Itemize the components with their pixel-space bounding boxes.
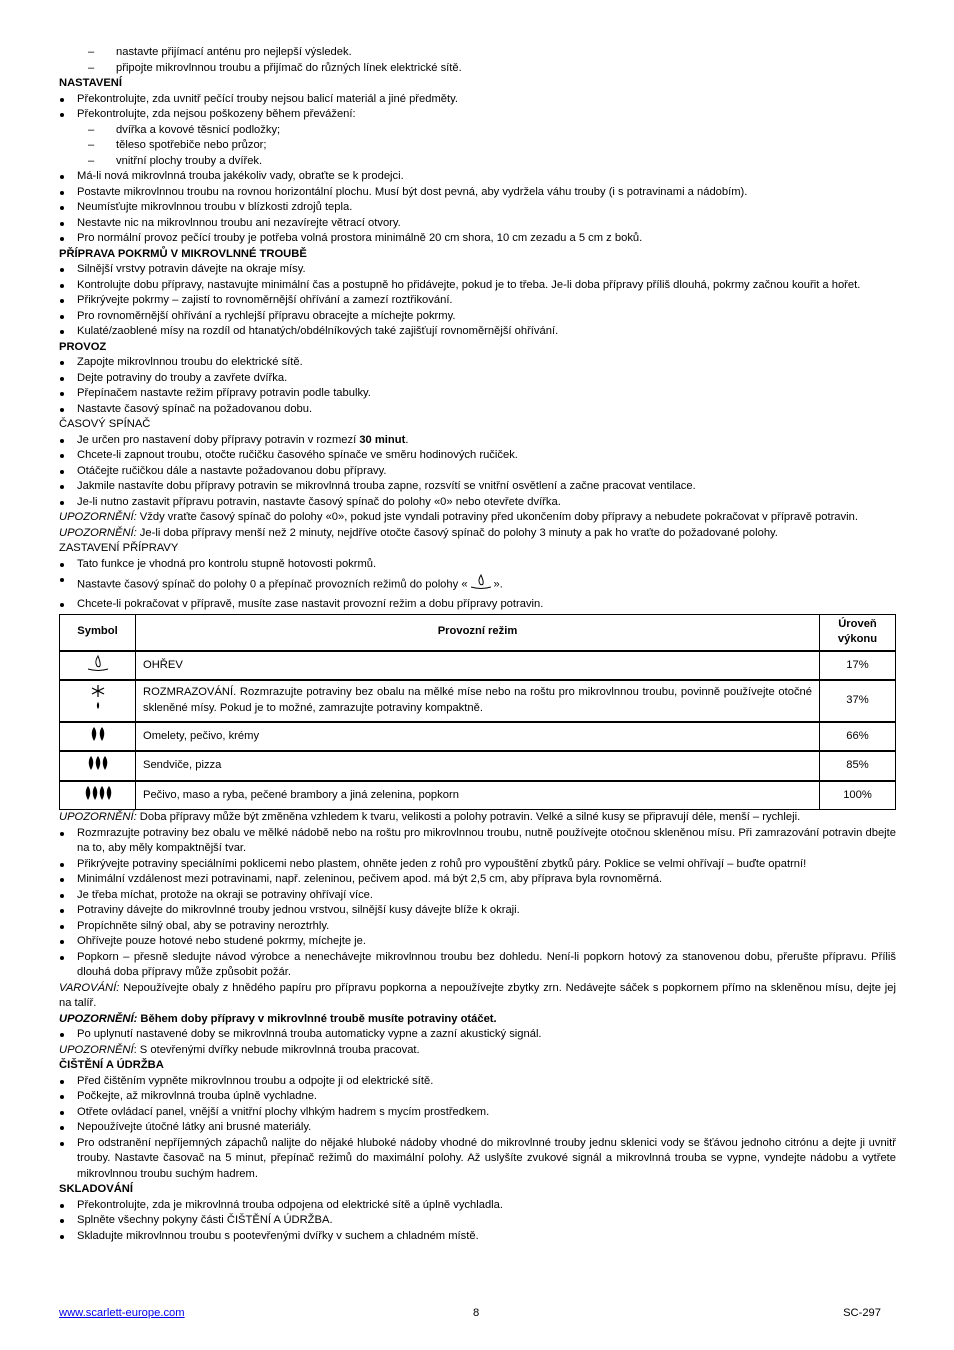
note-text: Doba přípravy může být změněna vzhledem k tvaru, velikosti a polohy potravin. Velké a silné kusy se připravují déle, menší – rychleji. <box>136 811 801 823</box>
list-item: Přikrývejte pokrmy – zajistí to rovnoměrnější ohřívání a zamezí roztřikování. <box>59 293 896 309</box>
list-item: Dejte potraviny do trouby a zavřete dvířka. <box>59 371 896 387</box>
list-item: Splněte všechny pokyny části ČIŠTĚNÍ A ÚDRŽBA. <box>59 1213 896 1229</box>
text-run: . <box>405 433 409 446</box>
column-header-power: Úroveň výkonu <box>820 614 896 651</box>
list-item: Propíchněte silný obal, aby se potraviny neroztrhly. <box>59 919 896 935</box>
note-label: UPOZORNĚNÍ: <box>59 511 137 523</box>
list-item: Po uplynutí nastavené doby se mikrovlnná trouba automaticky vypne a zazní akustický signál. <box>59 1027 896 1043</box>
list-item: Silnější vrstvy potravin dávejte na okraje mísy. <box>59 262 896 278</box>
list-item: Nestavte nic na mikrovlnnou troubu ani nezavírejte větrací otvory. <box>59 216 896 232</box>
list-item: Potraviny dávejte do mikrovlnné trouby jednou vrstvou, silnější kusy dávejte blíže k okraji. <box>59 903 896 919</box>
text-run: ». <box>493 578 503 591</box>
list-item: Před čištěním vypněte mikrovlnnou troubu a odpojte ji od elektrické sítě. <box>59 1074 896 1090</box>
warning-note <box>59 810 896 826</box>
mode-cell: OHŘEV <box>136 651 820 681</box>
page-content <box>59 45 896 1244</box>
note-label: UPOZORNĚNÍ: <box>59 1012 138 1025</box>
power-cell: 66% <box>820 722 896 752</box>
power-cell: 17% <box>820 651 896 681</box>
note-text: Během doby přípravy v mikrovlnné troubě musíte potraviny otáčet. <box>137 1012 497 1025</box>
low-power-flame-icon <box>85 654 111 678</box>
table-row <box>60 751 896 781</box>
model-number: SC-297 <box>843 1307 881 1319</box>
list-item: Zapojte mikrovlnnou troubu do elektrické sítě. <box>59 355 896 371</box>
mode-cell: Pečivo, maso a ryba, pečené brambory a jiná zelenina, popkorn <box>136 781 820 810</box>
table-row <box>60 651 896 681</box>
column-header-symbol: Symbol <box>60 614 136 651</box>
list-item: Pro normální provoz pečící trouby je potřeba volná prostora minimálně 20 cm shora, 10 cm zezadu a 5 cm z boků. <box>59 231 896 247</box>
note-text: Vždy vraťte časový spínač do polohy «0», pokud jste vyndali potraviny před ukončením doby přípravy a nebudete pokračovat v přípravě potravin. <box>136 511 858 523</box>
intro-dash-item: – nastavte přijímací anténu pro nejlepší výsledek. <box>59 45 896 61</box>
section-title-priprava: PŘÍPRAVA POKRMŮ V MIKROVLNNÉ TROUBĚ <box>59 247 307 260</box>
power-cell: 100% <box>820 781 896 810</box>
dash-item: – dvířka a kovové těsnicí podložky; <box>59 123 896 139</box>
list-item: Tato funkce je vhodná pro kontrolu stupně hotovosti pokrmů. <box>59 557 896 573</box>
intro-dash-item: – připojte mikrovlnnou troubu a přijímač do různých línek elektrické sítě. <box>59 61 896 77</box>
warning-note <box>59 510 896 526</box>
warning-note <box>59 981 896 1012</box>
list-item: Překontrolujte, zda uvnitř pečící trouby nejsou balicí materiál a jiné předměty. <box>59 92 896 108</box>
text-run: Je určen pro nastavení doby přípravy potravin v rozmezí <box>77 433 360 446</box>
dash-item: – těleso spotřebiče nebo průzor; <box>59 138 896 154</box>
power-cell: 37% <box>820 680 896 722</box>
list-item: Ohřívejte pouze hotové nebo studené pokrmy, míchejte je. <box>59 934 896 950</box>
list-item: Postavte mikrovlnnou troubu na rovnou horizontální plochu. Musí být dost pevná, aby vydržela váhu trouby (i s potravinami a nádobím). <box>59 185 896 201</box>
list-item: Chcete-li pokračovat v přípravě, musíte zase nastavit provozní režim a dobu přípravy potravin. <box>59 597 896 613</box>
note-text: : S otevřenými dvířky nebude mikrovlnná trouba pracovat. <box>133 1043 420 1056</box>
list-item: Skladujte mikrovlnnou troubu s pootevřenými dvířky v suchem a chladném místě. <box>59 1229 896 1245</box>
power-modes-table <box>59 614 896 811</box>
warning-note <box>59 526 896 542</box>
note-label: VAROVÁNÍ: <box>59 981 120 994</box>
list-item <box>59 572 896 597</box>
page-footer <box>59 1306 881 1322</box>
power-cell: 85% <box>820 751 896 781</box>
list-item: Kontrolujte dobu přípravy, nastavujte minimální čas a postupně ho přidávejte, pokud je to třeba. Je-li doba přípravy příliš dlouhá, pokrmy začnou kouřit a hořet. <box>59 278 896 294</box>
page-number: 8 <box>473 1307 480 1319</box>
list-item: Překontrolujte, zda nejsou poškozeny během převážení: <box>59 107 896 123</box>
list-item: Překontrolujte, zda je mikrovlnná trouba odpojena od elektrické sítě a úplně vychladla. <box>59 1198 896 1214</box>
mode-cell: Sendviče, pizza <box>136 751 820 781</box>
list-item: Nepoužívejte útočné látky ani brusné materiály. <box>59 1120 896 1136</box>
section-title-cisteni: ČIŠTĚNÍ A ÚDRŽBA <box>59 1059 164 1071</box>
list-item: Kulaté/zaoblené mísy na rozdíl od htanatých/obdélníkových také zajišťují rovnoměrnější ohřívání. <box>59 324 896 340</box>
note-label: UPOZORNĚNÍ: <box>59 811 137 823</box>
two-flames-icon <box>87 725 109 749</box>
list-item: Chcete-li zapnout troubu, otočte ručičku časového spínače ve směru hodinových ručiček. <box>59 448 896 464</box>
list-item: Je třeba míchat, protože na okraji se potraviny ohřívají více. <box>59 888 896 904</box>
column-header-mode: Provozní režim <box>136 614 820 651</box>
bold-warning-note <box>59 1012 896 1028</box>
section-title-provoz: PROVOZ <box>59 340 107 353</box>
list-item: Otáčejte ručičkou dále a nastavte požadovanou dobu přípravy. <box>59 464 896 480</box>
four-flames-icon <box>83 784 113 808</box>
list-item <box>59 433 896 449</box>
table-row <box>60 680 896 722</box>
low-power-flame-icon <box>468 572 494 597</box>
note-text: Je-li doba přípravy menší než 2 minuty, nejdříve otočte časový spínač do polohy 3 minuty a pak ho vraťte do požadované polohy. <box>136 526 778 539</box>
list-item: Přepínačem nastavte režim přípravy potravin podle tabulky. <box>59 386 896 402</box>
dash-item: – vnitřní plochy trouby a dvířek. <box>59 154 896 170</box>
text-run: Nastavte časový spínač do polohy 0 a přepínač provozních režimů do polohy « <box>77 578 468 591</box>
list-item: Popkorn – přesně sledujte návod výrobce a nenechávejte mikrovlnnou troubu bez dohledu. Není-li popkorn hotový za stanovenou dobu, přerušte přípravu. Příliš dlouhá doba přípravy může způsobit požár. <box>59 950 896 981</box>
list-item: Neumísťujte mikrovlnnou troubu v blízkosti zdrojů tepla. <box>59 200 896 216</box>
section-title-skladovani: SKLADOVÁNÍ <box>59 1183 133 1195</box>
mode-cell: Omelety, pečivo, krémy <box>136 722 820 752</box>
bold-text: 30 minut <box>359 433 406 446</box>
section-title-nastaveni: NASTAVENÍ <box>59 77 122 89</box>
note-text: Nepoužívejte obaly z hnědého papíru pro přípravu popkorna a nepoužívejte zbytky zrn. Nedávejte sáček s popkornem přímo na skleněnou mísu, dejte jej na talíř. <box>59 981 896 1009</box>
section-title-zastaveni: ZASTAVENÍ PŘÍPRAVY <box>59 542 179 554</box>
three-flames-icon <box>85 754 111 778</box>
list-item: Přikrývejte potraviny speciálními poklicemi nebo plastem, ohněte jeden z rohů pro vypouštění zbytků páry. Poklice se velmi ohřívají – buďte opatrní! <box>59 857 896 873</box>
list-item: Pro odstranění nepříjemných zápachů nalijte do nějaké hluboké nádoby vhodné do mikrovlnné trouby jednu sklenici vody se šťávou jednoho citrónu a dejte ji uvnitř trouby. Nastavte časovač na 5 minut, přepínač režimů do maximální polohy. Až uslyšíte zvukové signál a mikrovlnná trouba se vypne, vyndejte nádobu a vytřete mikrovlnnou troubu suchým hadrem. <box>59 1136 896 1183</box>
list-item: Počkejte, až mikrovlnná trouba úplně vychladne. <box>59 1089 896 1105</box>
section-title-casovy-spinac: ČASOVÝ SPÍNAČ <box>59 418 151 430</box>
list-item: Jakmile nastavíte dobu přípravy potravin se mikrovlnná trouba zapne, rozsvítí se vnitřní osvětlení a začne pracovat ventilace. <box>59 479 896 495</box>
list-item: Rozmrazujte potraviny bez obalu ve mělké nádobě nebo na roštu pro mikrovlnnou troubu, nutně používejte otočnou skleněnou mísu. Při zamrazování potravin dbejte na to, aby měly kompaktnější tvar. <box>59 826 896 857</box>
list-item: Je-li nutno zastavit přípravu potravin, nastavte časový spínač do polohy «0» nebo otevřete dvířka. <box>59 495 896 511</box>
list-item: Pro rovnoměrnější ohřívání a rychlejší přípravu obracejte a míchejte pokrmy. <box>59 309 896 325</box>
mode-cell: ROZMRAZOVÁNÍ. Rozmrazujte potraviny bez obalu na mělké míse nebo na roštu pro mikrovlnnou troubu, povinně používejte otočné skleněné mísy. Pokud je to možné, zamrazujte potraviny kompaktně. <box>136 680 820 722</box>
table-row <box>60 722 896 752</box>
note-label: UPOZORNĚNÍ <box>59 1043 134 1056</box>
note-label: UPOZORNĚNÍ: <box>59 526 137 539</box>
list-item: Otřete ovládací panel, vnější a vnitřní plochy vlhkým hadrem s mycím prostředkem. <box>59 1105 896 1121</box>
defrost-snowflake-icon <box>88 683 108 719</box>
table-row <box>60 781 896 810</box>
warning-note <box>59 1043 896 1059</box>
list-item: Minimální vzdálenost mezi potravinami, např. zeleninou, pečivem apod. má být 2,5 cm, aby příprava byla rovnoměrná. <box>59 872 896 888</box>
list-item: Má-li nová mikrovlnná trouba jakékoliv vady, obraťte se k prodejci. <box>59 169 896 185</box>
website-link[interactable]: www.scarlett-europe.com <box>59 1307 185 1319</box>
list-item: Nastavte časový spínač na požadovanou dobu. <box>59 402 896 418</box>
